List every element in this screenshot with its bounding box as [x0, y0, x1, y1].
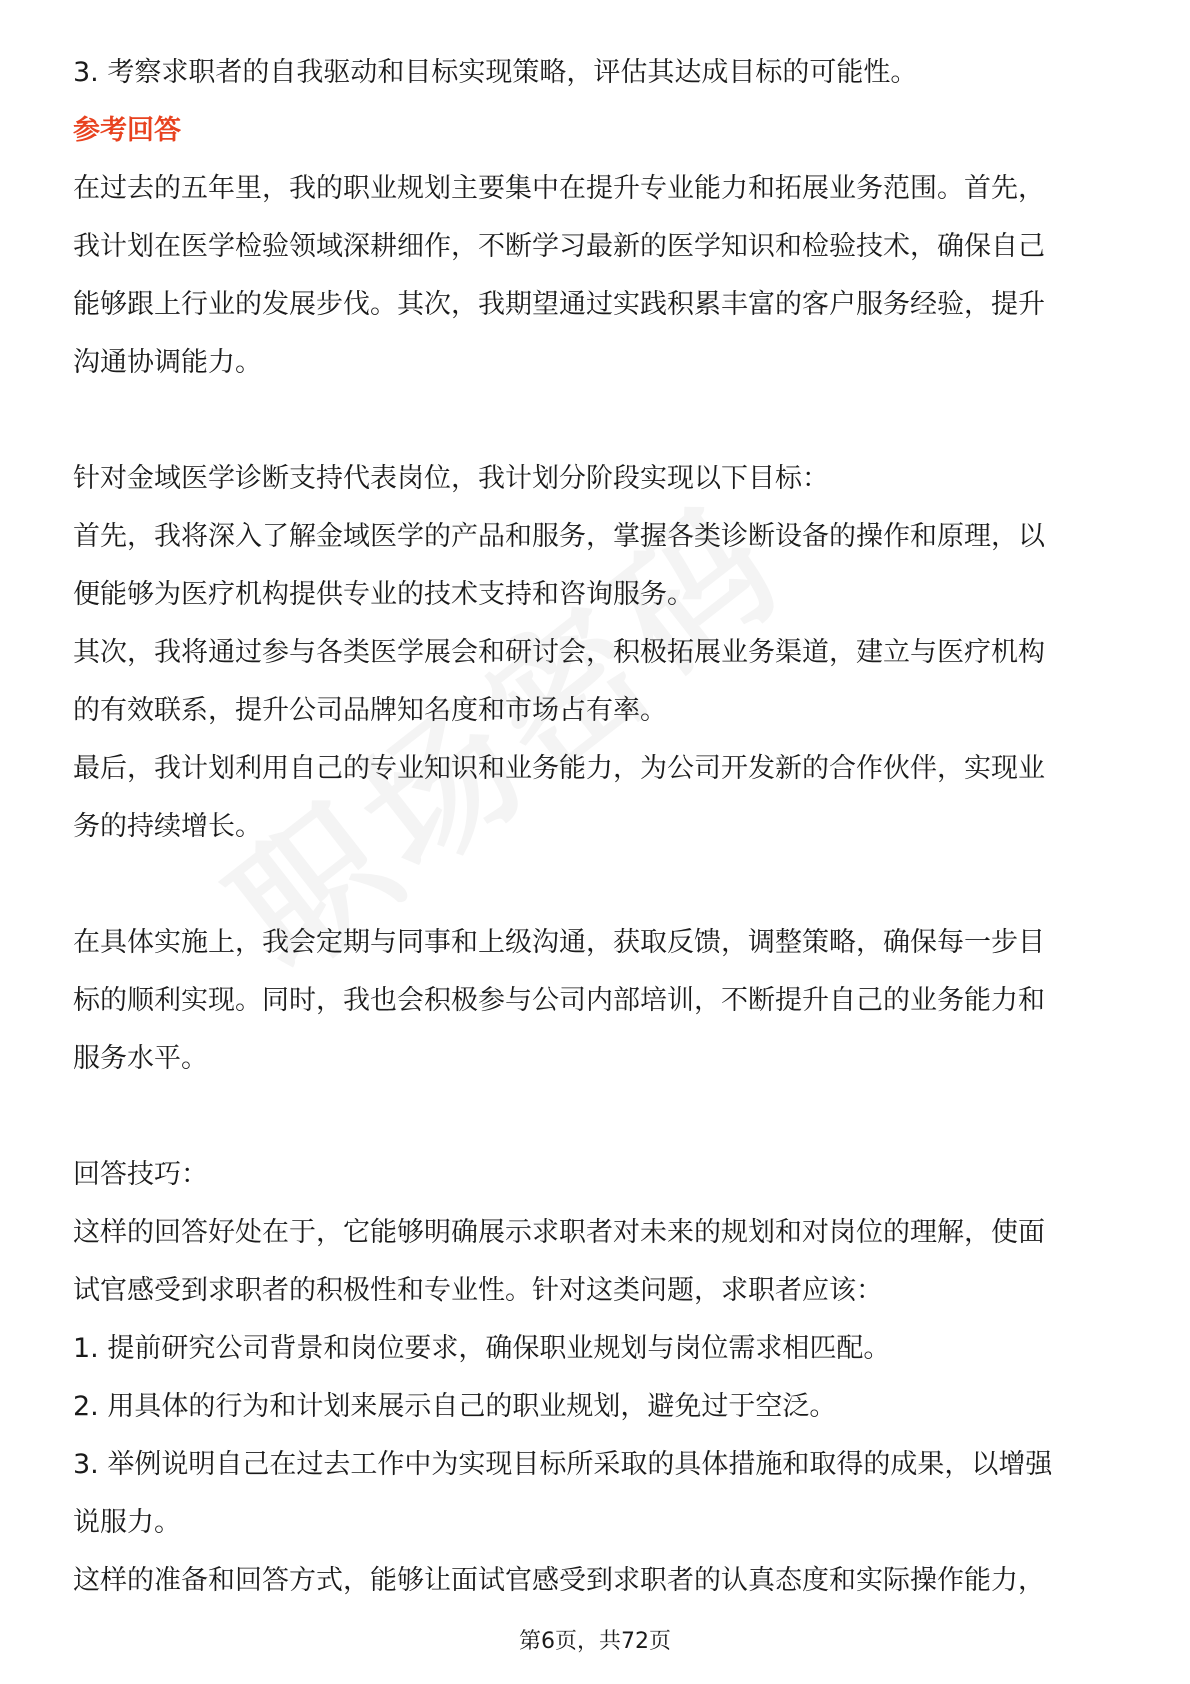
paragraph-line: 便能够为医疗机构提供专业的技术支持和咨询服务。 — [73, 579, 694, 610]
tip-item-2: 2. 用具体的行为和计划来展示自己的职业规划，避免过于空泛。 — [73, 1391, 837, 1422]
intent-item-3: 3. 考察求职者的自我驱动和目标实现策略，评估其达成目标的可能性。 — [73, 57, 918, 88]
page-number: 第6页，共72页 — [519, 1629, 671, 1654]
tip-item-3: 3. 举例说明自己在过去工作中为实现目标所采取的具体措施和取得的成果，以增强 — [73, 1449, 1053, 1480]
section-heading-reference-answer: 参考回答 — [73, 115, 181, 146]
document-body — [73, 44, 1123, 1610]
paragraph-line: 这样的准备和回答方式，能够让面试官感受到求职者的认真态度和实际操作能力， — [73, 1565, 1045, 1596]
paragraph-line: 服务水平。 — [73, 1043, 208, 1074]
tip-item-3-continued: 说服力。 — [73, 1507, 181, 1538]
paragraph-gap — [73, 856, 1123, 914]
paragraph-line: 的有效联系，提升公司品牌知名度和市场占有率。 — [73, 695, 667, 726]
paragraph-line: 沟通协调能力。 — [73, 347, 262, 378]
paragraph-gap — [73, 392, 1123, 450]
paragraph-line: 务的持续增长。 — [73, 811, 262, 842]
paragraph-line: 我计划在医学检验领域深耕细作，不断学习最新的医学知识和检验技术，确保自己 — [73, 231, 1045, 262]
paragraph-line: 在过去的五年里，我的职业规划主要集中在提升专业能力和拓展业务范围。首先， — [73, 173, 1045, 204]
paragraph-line: 针对金域医学诊断支持代表岗位，我计划分阶段实现以下目标： — [73, 463, 829, 494]
paragraph-line: 其次，我将通过参与各类医学展会和研讨会，积极拓展业务渠道，建立与医疗机构 — [73, 637, 1045, 668]
paragraph-gap — [73, 1088, 1123, 1146]
paragraph-line: 首先，我将深入了解金域医学的产品和服务，掌握各类诊断设备的操作和原理，以 — [73, 521, 1045, 552]
paragraph-line: 在具体实施上，我会定期与同事和上级沟通，获取反馈，调整策略，确保每一步目 — [73, 927, 1045, 958]
section-heading-tips: 回答技巧： — [73, 1159, 208, 1190]
paragraph-line: 能够跟上行业的发展步伐。其次，我期望通过实践积累丰富的客户服务经验，提升 — [73, 289, 1045, 320]
tip-item-1: 1. 提前研究公司背景和岗位要求，确保职业规划与岗位需求相匹配。 — [73, 1333, 891, 1364]
paragraph-line: 最后，我计划利用自己的专业知识和业务能力，为公司开发新的合作伙伴，实现业 — [73, 753, 1045, 784]
paragraph-line: 标的顺利实现。同时，我也会积极参与公司内部培训，不断提升自己的业务能力和 — [73, 985, 1045, 1016]
paragraph-line: 这样的回答好处在于，它能够明确展示求职者对未来的规划和对岗位的理解，使面 — [73, 1217, 1045, 1248]
paragraph-line: 试官感受到求职者的积极性和专业性。针对这类问题，求职者应该： — [73, 1275, 883, 1306]
